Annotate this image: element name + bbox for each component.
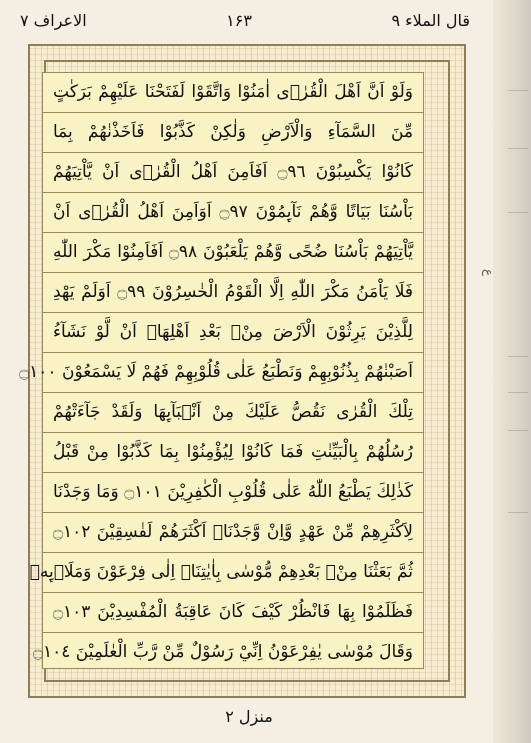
bleed-line — [508, 148, 528, 149]
verse-line-6: فَلَا يَاْمَنُ مَكْرَ اللّٰهِ اِلَّا الْقَوْمُ الْخٰسِرُوْنَ ۝٩٩ اَوَلَمْ يَهْدِ — [53, 282, 413, 302]
verse-line-3: كَانُوْا يَكْسِبُوْنَ ۝٩٦ اَفَاَمِنَ اَهْلُ الْقُرٰۤى اَنْ يَّاْتِيَهُمْ — [53, 162, 413, 182]
bleed-line — [508, 212, 528, 213]
bleed-line — [508, 512, 528, 513]
ruku-margin-marker: ع — [482, 269, 496, 277]
bleed-line — [508, 356, 528, 357]
text-panel — [19, 72, 424, 669]
page-header — [20, 6, 470, 34]
verse-line-10: رُسُلُهُمْ بِالْبَيِّنٰتِ فَمَا كَانُوْا لِيُؤْمِنُوْا بِمَا كَذَّبُوْا مِنْ قَبْلُ — [53, 442, 413, 462]
verse-line-9: تِلْكَ الْقُرٰى نَقُصُّ عَلَيْكَ مِنْ اَنْۢبَآىِٕهَا وَلَقَدْ جَآءَتْهُمْ — [53, 402, 413, 422]
verse-line-15: وَقَالَ مُوْسٰى يٰفِرْعَوْنُ اِنِّيْ رَسُوْلٌ مِّنْ رَّبِّ الْعٰلَمِيْنَ ۝١٠٤ — [33, 642, 413, 662]
manzil-footer: منزل ۲ — [225, 707, 273, 726]
verse-line-13: ثُمَّ بَعَثْنَا مِنْۢ بَعْدِهِمْ مُّوْسٰى بِاٰيٰتِنَاۤ اِلٰى فِرْعَوْنَ وَمَلَا۟ىِٕهٖ — [29, 562, 413, 582]
verse-line-5: يَّاْتِيَهُمْ بَاْسُنَا ضُحًى وَّهُمْ يَلْعَبُوْنَ ۝٩٨ اَفَاَمِنُوْا مَكْرَ اللّٰهِ — [53, 242, 413, 262]
verse-line-14: فَظَلَمُوْا بِهَا فَانْظُرْ كَيْفَ كَانَ عَاقِبَةُ الْمُفْسِدِيْنَ ۝١٠٣ — [53, 602, 413, 622]
verse-line-7: لِلَّذِيْنَ يَرِثُوْنَ الْاَرْضَ مِنْۢ بَعْدِ اَهْلِهَاۤ اَنْ لَّوْ نَشَآءُ — [53, 322, 413, 342]
verse-line-8: اَصَبْنٰهُمْ بِذُنُوْبِهِمْ وَنَطْبَعُ عَلٰى قُلُوْبِهِمْ فَهُمْ لَا يَسْمَعُوْنَ ۝١٠٠ — [19, 362, 413, 382]
page-number: ۱۶۳ — [226, 10, 252, 30]
juz-name: قال الملاء ۹ — [391, 10, 470, 30]
verse-line-2: مِّنَ السَّمَآءِ وَالْاَرْضِ وَلٰكِنْ كَذَّبُوْا فَاَخَذْنٰهُمْ بِمَا — [53, 122, 413, 142]
page-fold-shadow — [493, 0, 531, 743]
bleed-line — [508, 90, 528, 91]
verse-line-12: لِاَكْثَرِهِمْ مِّنْ عَهْدٍ وَّاِنْ وَّجَدْنَاۤ اَكْثَرَهُمْ لَفٰسِقِيْنَ ۝١٠٢ — [53, 522, 413, 542]
verse-line-4: بَاْسُنَا بَيَاتًا وَّهُمْ نَآىِٕمُوْنَ ۝٩٧ اَوَاَمِنَ اَهْلُ الْقُرٰۤى اَنْ — [53, 202, 413, 222]
bleed-line — [508, 392, 528, 393]
surah-name: الاعراف ۷ — [20, 10, 87, 30]
bleed-line — [508, 430, 528, 431]
verse-line-11: كَذٰلِكَ يَطْبَعُ اللّٰهُ عَلٰى قُلُوْبِ الْكٰفِرِيْنَ ۝١٠١ وَمَا وَجَدْنَا — [53, 482, 414, 502]
verse-line-1: وَلَوْ اَنَّ اَهْلَ الْقُرٰۤى اٰمَنُوْا وَاتَّقَوْا لَفَتَحْنَا عَلَيْهِمْ بَرَكٰتٍ — [53, 82, 413, 102]
